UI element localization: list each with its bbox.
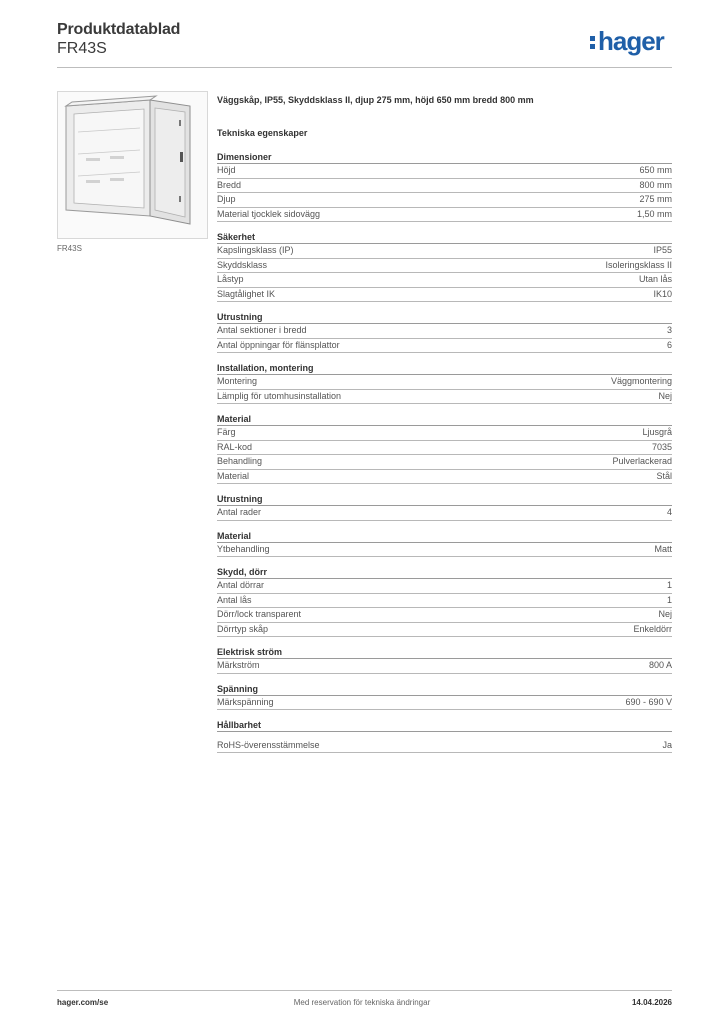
spec-row xyxy=(217,441,672,456)
spec-row xyxy=(217,623,672,638)
spec-value: Matt xyxy=(654,543,672,554)
spec-row xyxy=(217,193,672,208)
spec-value: 3 xyxy=(666,325,672,335)
spec-value: 4 xyxy=(666,507,672,517)
spec-group xyxy=(217,231,672,302)
spec-label: Låstyp xyxy=(217,274,244,284)
wall-cabinet-illustration xyxy=(58,92,207,238)
logo-text: hager xyxy=(598,26,664,56)
spec-row xyxy=(217,390,672,405)
spec-label: Behandling xyxy=(217,456,263,466)
spec-value: Utan lås xyxy=(638,274,672,284)
spec-row xyxy=(217,259,672,274)
spec-row xyxy=(217,579,672,594)
spec-group-title: Utrustning xyxy=(217,493,672,506)
spec-group-title: Dimensioner xyxy=(217,151,672,164)
spec-groups xyxy=(217,151,672,753)
spec-row xyxy=(217,208,672,223)
spec-row xyxy=(217,273,672,288)
spec-label: Antal öppningar för flänsplattor xyxy=(217,339,340,350)
spec-label: Ytbehandling xyxy=(217,543,270,554)
spec-label: Material xyxy=(217,470,250,481)
spec-label: RAL-kod xyxy=(217,441,253,452)
spec-group xyxy=(217,493,672,521)
spec-value: 690 - 690 V xyxy=(625,696,672,707)
spec-row xyxy=(217,543,672,558)
product-description: Väggskåp, IP55, Skyddsklass II, djup 275 mm, höjd 650 mm bredd 800 mm xyxy=(217,95,534,105)
spec-label: Kapslingsklass (IP) xyxy=(217,245,294,255)
spec-group-title: Material xyxy=(217,413,672,426)
spec-group xyxy=(217,151,672,222)
spec-label: Bredd xyxy=(217,179,242,190)
footer-date: 14.04.2026 xyxy=(631,998,672,1007)
spec-row xyxy=(217,426,672,441)
section-title: Tekniska egenskaper xyxy=(217,128,308,138)
spec-value: Pulverlackerad xyxy=(612,456,672,466)
spec-value: Ja xyxy=(662,740,672,750)
spec-value: 1,50 mm xyxy=(636,208,672,219)
spec-label: Montering xyxy=(217,376,258,386)
spec-value: Stål xyxy=(656,470,672,481)
spec-group-title: Hållbarhet xyxy=(217,720,262,730)
spec-label: Antal dörrar xyxy=(217,580,265,590)
spec-row xyxy=(217,470,672,485)
spec-label: Slagtålighet IK xyxy=(217,288,276,299)
spec-label: Dörrtyp skåp xyxy=(217,623,269,634)
spec-row xyxy=(217,324,672,339)
spec-group xyxy=(217,311,672,353)
footer-website: hager.com/se xyxy=(57,998,109,1007)
spec-label: Lämplig för utomhusinstallation xyxy=(217,390,342,401)
footer-divider xyxy=(57,990,672,991)
spec-value: 275 mm xyxy=(639,194,672,204)
spec-content xyxy=(217,95,672,762)
page-title: Produktdatablad xyxy=(57,21,181,38)
spec-label: Material tjocklek sidovägg xyxy=(217,208,321,219)
spec-value: 6 xyxy=(666,339,672,350)
spec-label: Höjd xyxy=(217,165,236,175)
spec-value: Enkeldörr xyxy=(633,623,672,634)
spec-row xyxy=(217,375,672,390)
spec-group xyxy=(217,362,672,404)
footer-disclaimer: Med reservation för tekniska ändringar xyxy=(293,998,431,1007)
spec-label: RoHS-överensstämmelse xyxy=(217,740,320,750)
spec-group xyxy=(217,566,672,637)
spec-row xyxy=(217,608,672,623)
spec-value: 800 mm xyxy=(639,179,672,190)
spec-group-title: Säkerhet xyxy=(217,231,672,244)
spec-group-title: Skydd, dörr xyxy=(217,566,672,579)
spec-label: Skyddsklass xyxy=(217,259,268,270)
spec-value: IP55 xyxy=(653,245,672,255)
spec-row xyxy=(217,288,672,303)
spec-group-title: Elektrisk ström xyxy=(217,646,672,659)
spec-group-title: Material xyxy=(217,530,672,543)
spec-row xyxy=(217,339,672,354)
spec-value: Isoleringsklass II xyxy=(605,259,672,270)
spec-label: Antal rader xyxy=(217,507,262,517)
spec-label: Märkspänning xyxy=(217,696,274,707)
spec-row xyxy=(217,244,672,259)
spec-value: Väggmontering xyxy=(610,376,672,386)
spec-value: 7035 xyxy=(651,441,672,452)
spec-value: 1 xyxy=(666,594,672,605)
spec-group xyxy=(217,646,672,674)
spec-label: Antal sektioner i bredd xyxy=(217,325,307,335)
image-caption: FR43S xyxy=(57,244,82,253)
spec-group xyxy=(217,719,672,753)
spec-label: Dörr/lock transparent xyxy=(217,609,302,619)
spec-row xyxy=(217,455,672,470)
spec-group xyxy=(217,413,672,484)
spec-group xyxy=(217,683,672,711)
product-code: FR43S xyxy=(57,40,107,57)
logo-dots-icon xyxy=(590,34,596,50)
spec-row xyxy=(217,164,672,179)
spec-value: IK10 xyxy=(653,288,672,299)
spec-value: 650 mm xyxy=(639,165,672,175)
spec-label: Färg xyxy=(217,427,236,437)
spec-group-title: Spänning xyxy=(217,683,672,696)
spec-value: Nej xyxy=(658,390,672,401)
spec-label: Märkström xyxy=(217,660,260,670)
spec-label: Antal lås xyxy=(217,594,252,605)
spec-row xyxy=(217,179,672,194)
header-divider xyxy=(57,67,672,68)
spec-value: 1 xyxy=(666,580,672,590)
hager-logo xyxy=(590,28,664,54)
spec-row xyxy=(217,659,672,674)
spec-group xyxy=(217,530,672,558)
spec-value: Ljusgrå xyxy=(642,427,672,437)
spec-group-title: Installation, montering xyxy=(217,362,672,375)
product-image xyxy=(57,91,208,239)
spec-row xyxy=(217,731,672,753)
spec-row xyxy=(217,594,672,609)
spec-label: Djup xyxy=(217,194,236,204)
spec-value: 800 A xyxy=(648,660,672,670)
spec-group-title: Utrustning xyxy=(217,311,672,324)
spec-row xyxy=(217,506,672,521)
spec-row xyxy=(217,696,672,711)
spec-value: Nej xyxy=(658,609,672,619)
